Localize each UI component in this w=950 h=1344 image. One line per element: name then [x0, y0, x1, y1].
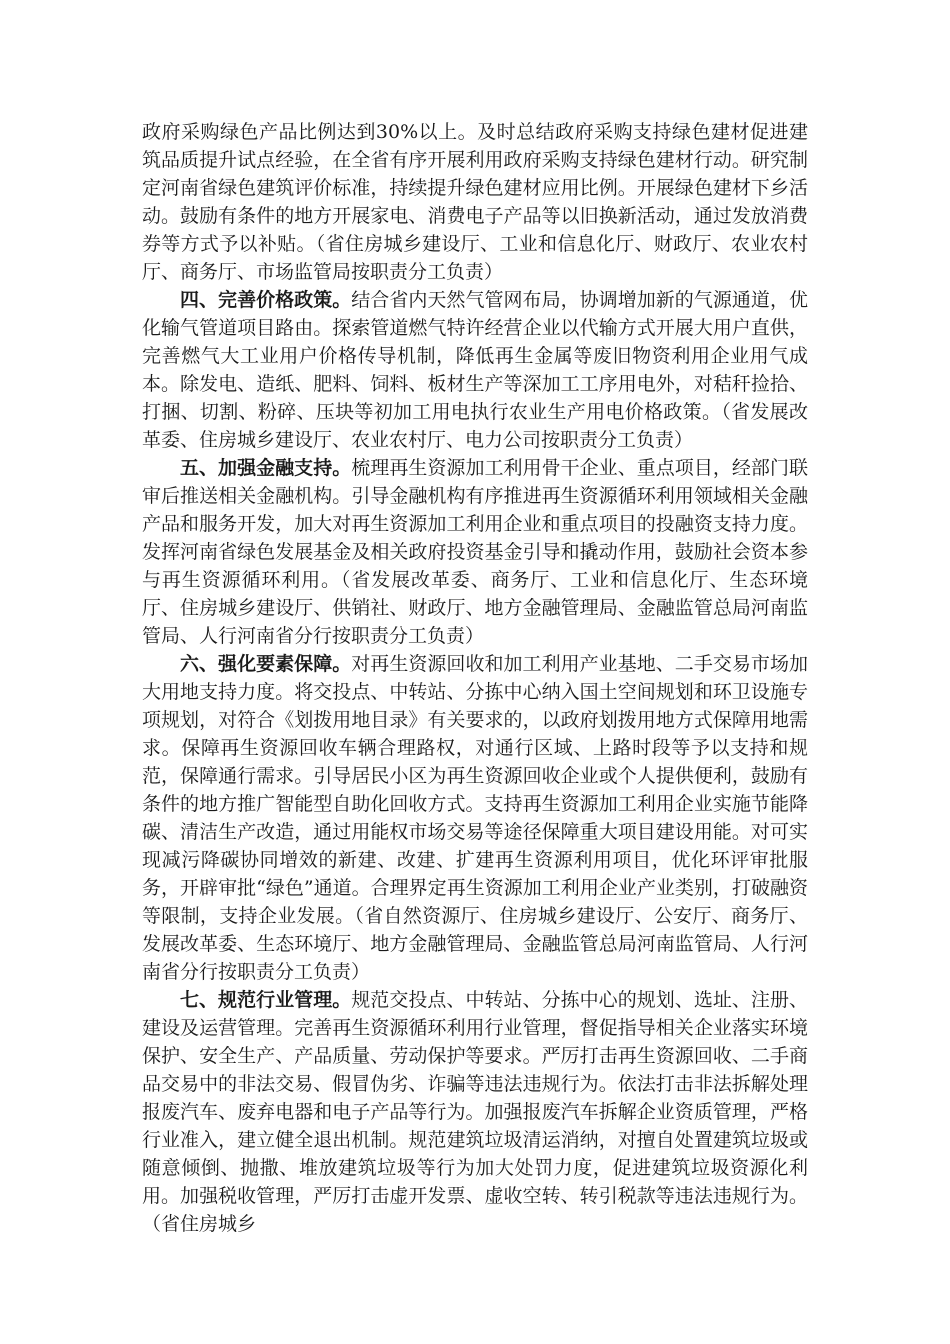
section-heading: 四、完善价格政策。: [180, 289, 352, 311]
paragraph-body: 规范交投点、中转站、分拣中心的规划、选址、注册、建设及运营管理。完善再生资源循环利用行业管理，督促指导相关企业落实环境保护、安全生产、产品质量、劳动保护等要求。严厉打击再生资源回收、二手商品交易中的非法交易、假冒伪劣、诈骗等违法违规行为。依法打击非法拆解处理报废汽车、废弃电器和电子产品等行为。加强报废汽车拆解企业资质管理，严格行业准入，建立健全退出机制。规范建筑垃圾清运消纳，对擅自处置建筑垃圾或随意倾倒、抛撒、堆放建筑垃圾等行为加大处罚力度，促进建筑垃圾资源化利用。加强税收管理，严厉打击虚开发票、虚收空转、转引税款等违法违规行为。（省住房城乡: [142, 989, 808, 1235]
section-heading: 七、规范行业管理。: [180, 989, 352, 1011]
paragraph-body: 梳理再生资源加工利用骨干企业、重点项目，经部门联审后推送相关金融机构。引导金融机构有序推进再生资源循环利用领域相关金融产品和服务开发，加大对再生资源加工利用企业和重点项目的投融资支持力度。发挥河南省绿色发展基金及相关政府投资基金引导和撬动作用，鼓励社会资本参与再生资源循环利用。（省发展改革委、商务厅、工业和信息化厅、生态环境厅、住房城乡建设厅、供销社、财政厅、地方金融管理局、金融监管总局河南监管局、人行河南省分行按职责分工负责）: [142, 457, 808, 647]
document-body: [142, 118, 808, 1238]
paragraph-body: 政府采购绿色产品比例达到30%以上。及时总结政府采购支持绿色建材促进建筑品质提升试点经验，在全省有序开展利用政府采购支持绿色建材行动。研究制定河南省绿色建筑评价标准，持续提升绿色建材应用比例。开展绿色建材下乡活动。鼓励有条件的地方开展家电、消费电子产品等以旧换新活动，通过发放消费券等方式予以补贴。（省住房城乡建设厅、工业和信息化厅、财政厅、农业农村厅、商务厅、市场监管局按职责分工负责）: [142, 121, 808, 283]
section-heading: 五、加强金融支持。: [180, 457, 352, 479]
paragraph-body: 对再生资源回收和加工利用产业基地、二手交易市场加大用地支持力度。将交投点、中转站、分拣中心纳入国土空间规划和环卫设施专项规划，对符合《划拨用地目录》有关要求的，以政府划拨用地方式保障用地需求。保障再生资源回收车辆合理路权，对通行区域、上路时段等予以支持和规范，保障通行需求。引导居民小区为再生资源回收企业或个人提供便利，鼓励有条件的地方推广智能型自助化回收方式。支持再生资源加工利用企业实施节能降碳、清洁生产改造，通过用能权市场交易等途径保障重大项目建设用能。对可实现减污降碳协同增效的新建、改建、扩建再生资源利用项目，优化环评审批服务，开辟审批“绿色”通道。合理界定再生资源加工利用企业产业类别，打破融资等限制，支持企业发展。（省自然资源厅、住房城乡建设厅、公安厅、商务厅、发展改革委、生态环境厅、地方金融管理局、金融监管总局河南监管局、人行河南省分行按职责分工负责）: [142, 653, 808, 983]
section-heading: 六、强化要素保障。: [180, 653, 352, 675]
paragraph-continued: [142, 118, 808, 286]
paragraph-financial-support: [142, 454, 808, 650]
paragraph-price-policy: [142, 286, 808, 454]
paragraph-body: 结合省内天然气管网布局，协调增加新的气源通道，优化输气管道项目路由。探索管道燃气特许经营企业以代输方式开展大用户直供，完善燃气大工业用户价格传导机制，降低再生金属等废旧物资利用企业用气成本。除发电、造纸、肥料、饲料、板材生产等深加工工序用电外，对秸秆捡拾、打捆、切割、粉碎、压块等初加工用电执行农业生产用电价格政策。（省发展改革委、住房城乡建设厅、农业农村厅、电力公司按职责分工负责）: [142, 289, 808, 451]
paragraph-industry-management: [142, 986, 808, 1238]
paragraph-factor-guarantee: [142, 650, 808, 986]
